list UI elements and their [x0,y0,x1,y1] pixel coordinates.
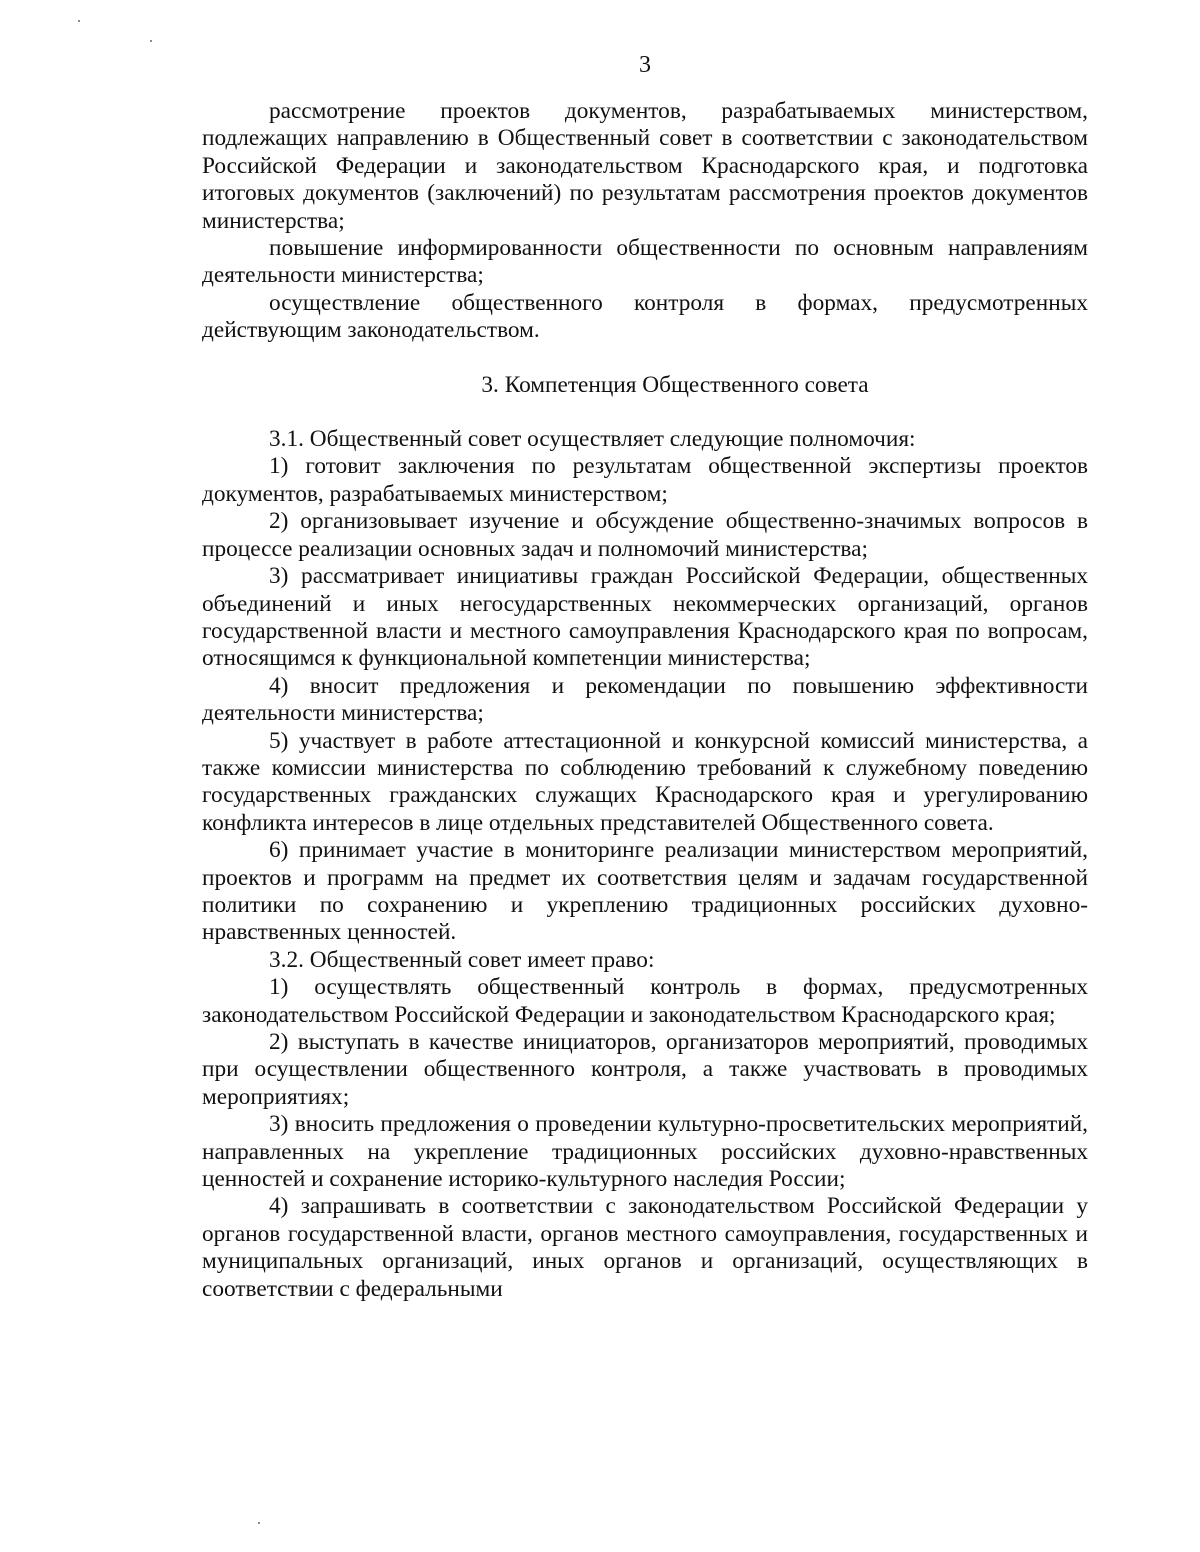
paragraph: 2) организовывает изучение и обсуждение общественно-значимых вопросов в процессе реализации основных задач и полномочий министерства; [202,508,1088,562]
paragraph: 3) рассматривает инициативы граждан Российской Федерации, общественных объединений и иных негосударственных некоммерческих организаций, органов государственной власти и местного самоуправления Краснодарского края по вопросам, относящимся к функциональной компетенции министерства; [202,563,1088,672]
paragraph: 4) запрашивать в соответствии с законодательством Российской Федерации у органов государственной власти, органов местного самоуправления, государственных и муниципальных организаций, иных органов и организаций, осуществляющих в соответствии с федеральными [202,1193,1088,1302]
section-heading: 3. Компетенция Общественного совета [481,371,869,398]
paragraph: осуществление общественного контроля в формах, предусмотренных действующим законодательством. [202,289,1088,344]
page-number: 3 [639,52,651,78]
paragraph: 3.1. Общественный совет осуществляет следующие полномочия: [269,426,916,453]
paragraph: 1) осуществлять общественный контроль в формах, предусмотренных законодательством Российской Федерации и законодательством Краснодарского края; [202,974,1088,1028]
scan-speck [78,20,80,22]
paragraph: 2) выступать в качестве инициаторов, организаторов мероприятий, проводимых при осуществлении общественного контроля, а также участвовать в проводимых мероприятиях; [202,1029,1088,1110]
document-body [202,98,1088,1303]
paragraph: 3) вносить предложения о проведении культурно-просветительских мероприятий, направленных на укрепление традиционных российских духовно-нравственных ценностей и сохранение историко-культурного наследия России; [202,1111,1088,1193]
paragraph: 5) участвует в работе аттестационной и конкурсной комиссий министерства, а также комиссии министерства по соблюдению требований к служебному поведению государственных гражданских служащих Краснодарского края и урегулированию конфликта интересов в лице отдельных представителей Общественного совета. [202,727,1088,836]
scan-speck [258,1522,260,1524]
paragraph: повышение информированности общественности по основным направлениям деятельности министерства; [202,235,1088,289]
scan-speck [150,40,152,42]
paragraph: 1) готовит заключения по результатам общественной экспертизы проектов документов, разрабатываемых министерством; [202,453,1088,507]
paragraph: рассмотрение проектов документов, разрабатываемых министерством, подлежащих направлению в Общественный совет в соответствии с законодательством Российской Федерации и законодательством Краснодарского края, и подготовка итоговых документов (заключений) по результатам рассмотрения проектов документов министерства; [202,98,1088,234]
paragraph: 3.2. Общественный совет имеет право: [269,946,655,973]
paragraph: 4) вносит предложения и рекомендации по повышению эффективности деятельности министерства; [202,672,1088,727]
paragraph: 6) принимает участие в мониторинге реализации министерством мероприятий, проектов и программ на предмет их соответствия целям и задачам государственной политики по сохранению и укреплению традиционных российских духовно-нравственных ценностей. [202,837,1088,946]
